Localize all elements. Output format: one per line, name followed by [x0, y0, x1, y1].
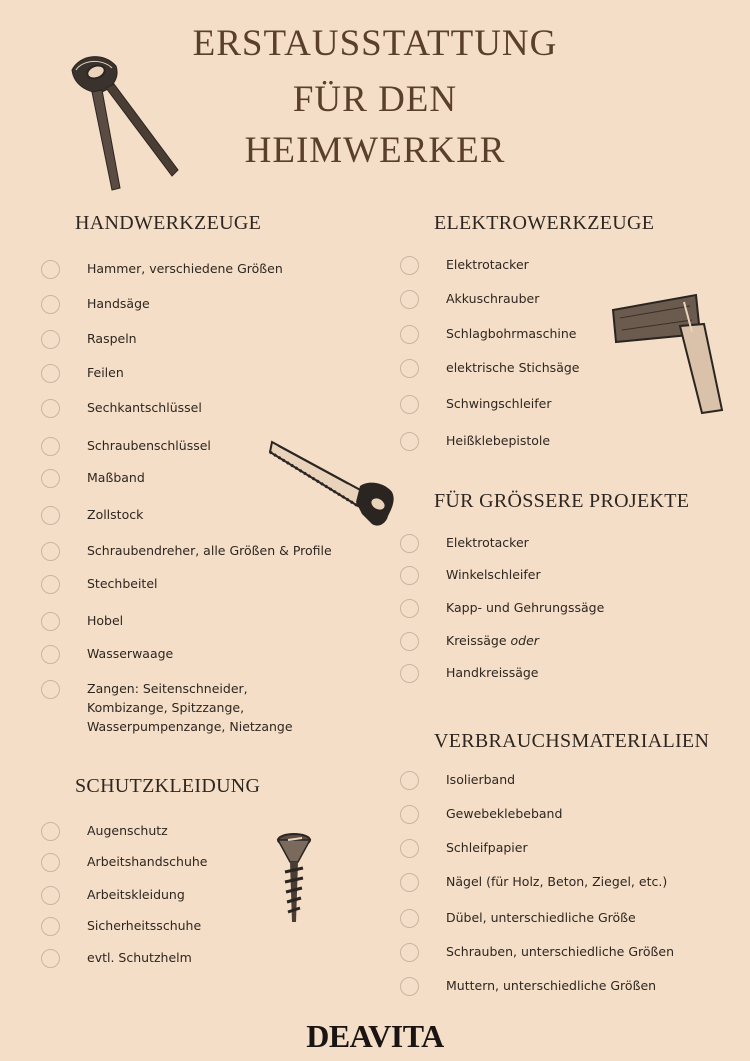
checkbox[interactable] — [400, 771, 419, 790]
section-heading-elektrowerkzeuge: ELEKTROWERKZEUGE — [434, 212, 655, 234]
item-label: Zollstock — [87, 507, 144, 522]
checkbox[interactable] — [41, 542, 60, 561]
item-label: Schraubenschlüssel — [87, 438, 211, 453]
pincers-icon — [62, 48, 182, 193]
item-label: Raspeln — [87, 331, 137, 346]
checkbox[interactable] — [41, 399, 60, 418]
checkbox[interactable] — [400, 359, 419, 378]
item-label: Schleifpapier — [446, 840, 528, 855]
checkbox[interactable] — [400, 839, 419, 858]
checkbox[interactable] — [400, 290, 419, 309]
item-label: Maßband — [87, 470, 145, 485]
item-label: Hammer, verschiedene Größen — [87, 261, 283, 276]
page-title-line-2: FÜR DEN — [292, 79, 458, 120]
checkbox[interactable] — [400, 432, 419, 451]
checkbox[interactable] — [41, 437, 60, 456]
item-label: Zangen: Seitenschneider, Kombizange, Spitzzange, Wasserpumpenzange, Nietzange — [87, 681, 293, 734]
deavita-logo: DEAVITA — [306, 1018, 444, 1054]
item-label: Feilen — [87, 365, 124, 380]
checkbox[interactable] — [41, 680, 60, 699]
item-label: Elektrotacker — [446, 535, 529, 550]
item-label: Schrauben, unterschiedliche Größen — [446, 944, 675, 959]
item-label: evtl. Schutzhelm — [87, 950, 192, 965]
checkbox[interactable] — [400, 534, 419, 553]
section-heading-schutzkleidung: SCHUTZKLEIDUNG — [75, 775, 261, 797]
checkbox[interactable] — [400, 977, 419, 996]
checkbox[interactable] — [400, 632, 419, 651]
item-label: Kapp- und Gehrungssäge — [446, 600, 605, 615]
checkbox[interactable] — [400, 805, 419, 824]
screw-icon — [276, 832, 312, 927]
item-label: Schwingschleifer — [446, 396, 552, 411]
checkbox[interactable] — [41, 469, 60, 488]
checkbox[interactable] — [400, 599, 419, 618]
item-label: Gewebeklebeband — [446, 806, 563, 821]
checkbox[interactable] — [41, 949, 60, 968]
item-label: Nägel (für Holz, Beton, Ziegel, etc.) — [446, 874, 668, 889]
checkbox[interactable] — [41, 645, 60, 664]
checkbox[interactable] — [400, 909, 419, 928]
item-label: Handsäge — [87, 296, 150, 311]
section-heading-handwerkzeuge: HANDWERKZEUGE — [75, 212, 262, 234]
item-label: Wasserwaage — [87, 646, 174, 661]
checkbox[interactable] — [400, 395, 419, 414]
checkbox[interactable] — [41, 506, 60, 525]
item-label: Elektrotacker — [446, 257, 529, 272]
checkbox[interactable] — [41, 260, 60, 279]
item-label: Dübel, unterschiedliche Größe — [446, 910, 636, 925]
item-label: Handkreissäge — [446, 665, 539, 680]
checkbox[interactable] — [400, 566, 419, 585]
checkbox[interactable] — [41, 853, 60, 872]
checkbox[interactable] — [400, 873, 419, 892]
checkbox[interactable] — [41, 886, 60, 905]
checkbox[interactable] — [400, 325, 419, 344]
item-label: Hobel — [87, 613, 124, 628]
try-square-icon — [610, 292, 730, 416]
checkbox[interactable] — [41, 575, 60, 594]
item-label: elektrische Stichsäge — [446, 360, 580, 375]
item-label: Schraubendreher, alle Größen & Profile — [87, 543, 332, 558]
item-label: Stechbeitel — [87, 576, 158, 591]
checkbox[interactable] — [41, 295, 60, 314]
checkbox[interactable] — [41, 822, 60, 841]
item-label: Arbeitshandschuhe — [87, 854, 208, 869]
item-label: Sicherheitsschuhe — [87, 918, 202, 933]
item-label: Augenschutz — [87, 823, 168, 838]
checkbox[interactable] — [41, 364, 60, 383]
item-label: Schlagbohrmaschine — [446, 326, 577, 341]
item-label-main: Kreissäge — [446, 633, 507, 648]
page-title-line-1: ERSTAUSSTATTUNG — [192, 23, 558, 64]
checkbox[interactable] — [41, 330, 60, 349]
handsaw-icon — [268, 436, 400, 532]
item-label-oder: oder — [510, 633, 539, 648]
page-title-line-3: HEIMWERKER — [244, 130, 506, 171]
section-heading-projekte: FÜR GRÖSSERE PROJEKTE — [434, 490, 690, 512]
checkbox[interactable] — [400, 943, 419, 962]
item-label: Muttern, unterschiedliche Größen — [446, 978, 657, 993]
item-label: Akkuschrauber — [446, 291, 540, 306]
section-heading-verbrauchsmaterialien: VERBRAUCHSMATERIALIEN — [434, 730, 710, 752]
item-label: Heißklebepistole — [446, 433, 551, 448]
checkbox[interactable] — [400, 256, 419, 275]
checkbox[interactable] — [41, 612, 60, 631]
item-label: Arbeitskleidung — [87, 887, 185, 902]
item-label: Sechkantschlüssel — [87, 400, 202, 415]
item-label: Isolierband — [446, 772, 516, 787]
checkbox[interactable] — [400, 664, 419, 683]
item-label — [446, 631, 539, 650]
checkbox[interactable] — [41, 917, 60, 936]
item-label: Winkelschleifer — [446, 567, 541, 582]
